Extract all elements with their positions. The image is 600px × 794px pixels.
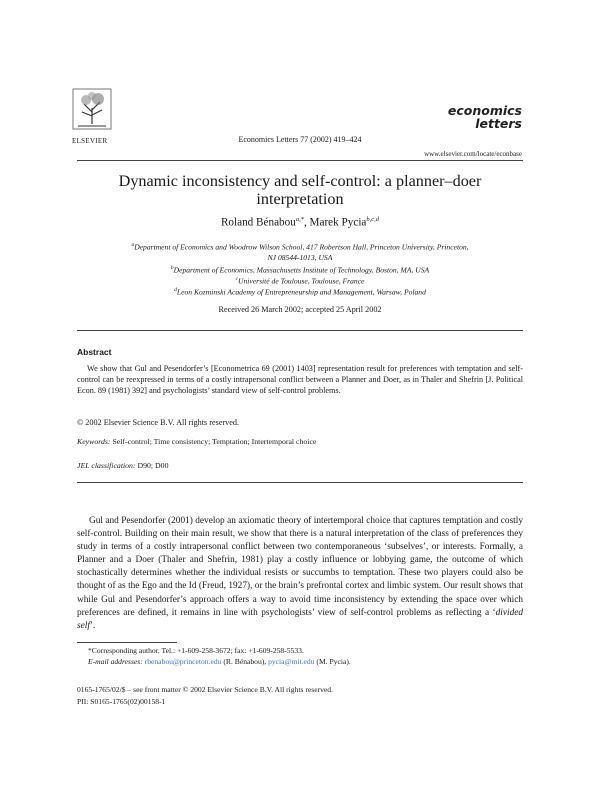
issn-line: 0165-1765/02/$ – see front matter © 2002 Elsevier Science B.V. All rights reserved. [77, 685, 333, 694]
author-affil-mark: b,c,d [366, 216, 380, 223]
author-name: Roland Bénabou [220, 216, 296, 229]
affil-text: Department of Economics, Massachusetts Institute of Technology, Boston, MA, USA [173, 265, 430, 275]
affil-text: NJ 08544-1013, USA [267, 253, 333, 263]
pii-line: PII: S0165-1765(02)00158-1 [77, 697, 166, 706]
email-owner: (M. Pycia). [314, 657, 351, 666]
elsevier-tree-logo [72, 88, 112, 130]
journal-url[interactable]: www.elsevier.com/locate/econbase [424, 150, 522, 158]
brand-line-2: letters [475, 116, 522, 131]
email-note [88, 657, 351, 666]
affil-mark: d [174, 287, 177, 293]
keywords-value: Self-control; Time consistency; Temptation; Intertemporal choice [110, 437, 317, 446]
abstract-bottom-rule [77, 482, 523, 483]
author-name: Marek Pycia [309, 216, 367, 229]
author-affil-mark: a,* [295, 216, 304, 223]
title-line-1: Dynamic inconsistency and self-control: a planner–doer [118, 172, 482, 190]
body-text-end: ’. [89, 620, 96, 631]
affiliation-d [0, 285, 600, 298]
abstract-text: We show that Gul and Pesendorfer’s [Econometrica 69 (2001) 1403] representation result for preferences with temptation and self-control can be reexpressed in terms of a costly intrapersonal conflict between a Planner and Doer, as in Thaler and Shefrin [J. Political Econ. 89 (1981) 392] and psychologists’ standard view of self-control problems. [77, 364, 523, 395]
affil-mark: a [131, 242, 135, 248]
jel-value: D90; D00 [135, 461, 169, 470]
keywords-line [77, 437, 316, 446]
article-title [0, 172, 600, 208]
jel-line [77, 461, 168, 470]
author-separator: , [303, 216, 310, 229]
body-text-main: Gul and Pesendorfer (2001) develop an axiomatic theory of intertemporal choice that captures temptation and costly self-control. Building on their main result, we show that there is a natural interpretation of the class of preferences they study in terms of a costly intrapersonal conflict between two contemporaneous ‘subselves’, or interests. Formally, a Planner and a Doer (Thaler and Shefrin, 1981) play a costly influence or lobbying game, the outcome of which stochastically determines whether the individual resists or succumbs to temptation. These two players could also be thought of as the Ego and the Id (Freud, 1927), or the brain’s prefrontal cortex and limbic system. Our result shows that while Gul and Pesendorfer’s approach offers a way to avoid time inconsistency by extending the space over which preferences are defined, it remains in line with psychologists’ view of self-control problems as reflecting a ‘ [77, 516, 523, 618]
body-paragraph [77, 515, 523, 633]
footnote-rule [77, 642, 177, 643]
affiliation-a [0, 240, 600, 264]
affil-mark: b [170, 265, 174, 271]
email-link[interactable]: pycia@mit.edu [268, 657, 315, 666]
affil-text: Université de Toulouse, Toulouse, France [238, 276, 365, 286]
journal-brand [448, 104, 522, 130]
brand-line-1: economics [447, 103, 522, 118]
email-owner: (R. Bénabou), [221, 657, 269, 666]
body-text-italic: divided self [77, 607, 523, 631]
abstract-heading: Abstract [77, 347, 112, 357]
publisher-name: ELSEVIER [72, 137, 108, 145]
email-link[interactable]: rbenabou@princeton.edu [144, 657, 222, 666]
journal-citation: Economics Letters 77 (2002) 419–424 [238, 135, 362, 144]
affil-text: Department of Economics and Woodrow Wilson School, 417 Robertson Hall, Princeton University, Princeton, [134, 242, 469, 252]
received-dates: Received 26 March 2002; accepted 25 April 2002 [218, 305, 382, 314]
title-line-2: interpretation [256, 190, 344, 208]
jel-label: JEL classification: [77, 461, 136, 470]
affil-text: Leon Kozminski Academy of Entrepreneurship and Management, Warsaw, Poland [176, 287, 426, 297]
abstract-copyright: © 2002 Elsevier Science B.V. All rights reserved. [77, 418, 240, 427]
header-rule [77, 160, 523, 161]
abstract-top-rule [77, 330, 523, 331]
author-list [0, 216, 600, 229]
corresponding-author-note: *Corresponding author. Tel.: +1-609-258-3672; fax: +1-609-258-5533. [88, 646, 304, 655]
keywords-label: Keywords: [77, 437, 111, 446]
email-label: E-mail addresses: [88, 657, 143, 666]
affil-mark: c [235, 276, 239, 282]
